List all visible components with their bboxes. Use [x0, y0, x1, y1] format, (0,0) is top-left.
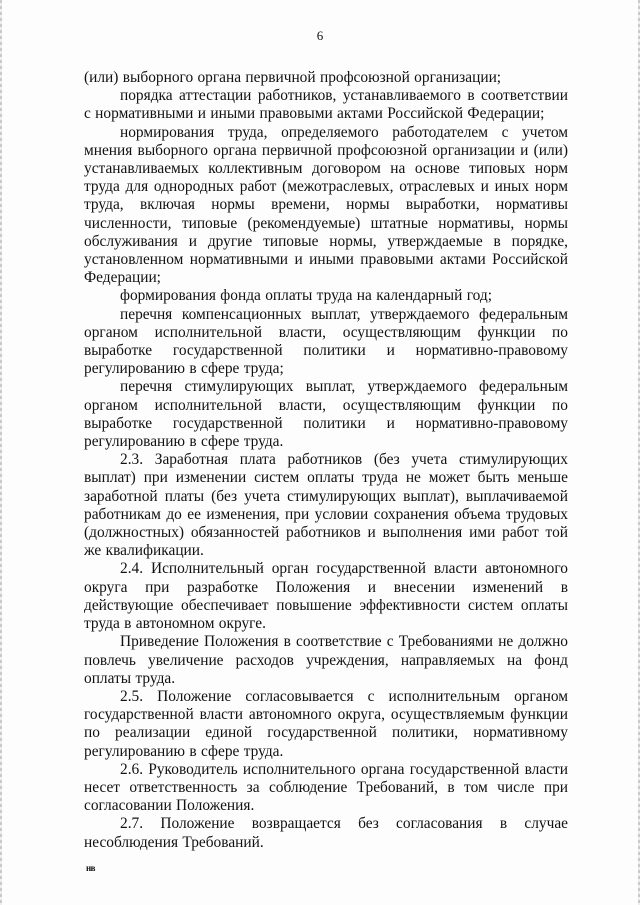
paragraph-3: нормирования труда, определяемого работодателем с учетом мнения выборного органа первичной профсоюзной организации и (или) устанавливаемых коллективным договором на основе типовых норм труда для однородных работ (межотраслевых, отраслевых и иных норм труда, включая нормы времени, нормы выработки, нормативы численности, типовые (рекомендуемые) штатные нормативы, нормы обслуживания и другие типовые нормы, утверждаемые в порядке, установленном нормативными и иными правовыми актами Российской Федерации; — [84, 123, 568, 287]
stamp-mark: нв — [86, 863, 96, 873]
paragraph-1: (или) выборного органа первичной профсоюзной организации; — [84, 69, 502, 86]
paragraph-5: перечня компенсационных выплат, утверждаемого федеральным органом исполнительной власти, осуществляющим функции по выработке государственной политики и нормативно-правовому регулированию в сфере труда; — [84, 305, 568, 378]
page-number: 6 — [316, 28, 324, 43]
paragraph-9: Приведение Положения в соответствие с Требованиями не должно повлечь увеличение расходов учреждения, направляемых на фонд оплаты труда. — [84, 633, 568, 687]
paragraph-6: перечня стимулирующих выплат, утверждаемого федеральным органом исполнительной власти, осуществляющим функции по выработке государственной политики и нормативно-правовому регулированию в сфере труда. — [84, 378, 568, 451]
paragraph-2: порядка аттестации работников, устанавливаемого в соответствии с нормативными и иными правовыми актами Российской Федерации; — [84, 87, 568, 123]
paragraph-12: 2.7. Положение возвращается без согласования в случае несоблюдения Требований. — [84, 815, 568, 851]
paragraph-8: 2.4. Исполнительный орган государственной власти автономного округа при разработке Положения и внесении изменений в действующие обеспечивает повышение эффективности систем оплаты труда в автономном округе. — [84, 560, 568, 633]
paragraph-4: формирования фонда оплаты труда на календарный год; — [120, 287, 492, 305]
paragraph-10: 2.5. Положение согласовывается с исполнительным органом государственной власти автономного округа, осуществляемым функции по реализации единой государственной политики, нормативному регулированию в сфере труда. — [84, 687, 568, 760]
scan-edge-left — [0, 0, 2, 905]
paragraph-11: 2.6. Руководитель исполнительного органа государственной власти несет ответственность за соблюдение Требований, в том числе при согласовании Положения. — [84, 760, 568, 815]
body-text — [84, 69, 568, 852]
paragraph-7: 2.3. Заработная плата работников (без учета стимулирующих выплат) при изменении систем оплаты труда не может быть меньше заработной платы (без учета стимулирующих выплат), выплачиваемой работникам до ее изменения, при условии сохранения объема трудовых (должностных) обязанностей работников и выполнения ими работ той же квалификации. — [84, 451, 568, 560]
